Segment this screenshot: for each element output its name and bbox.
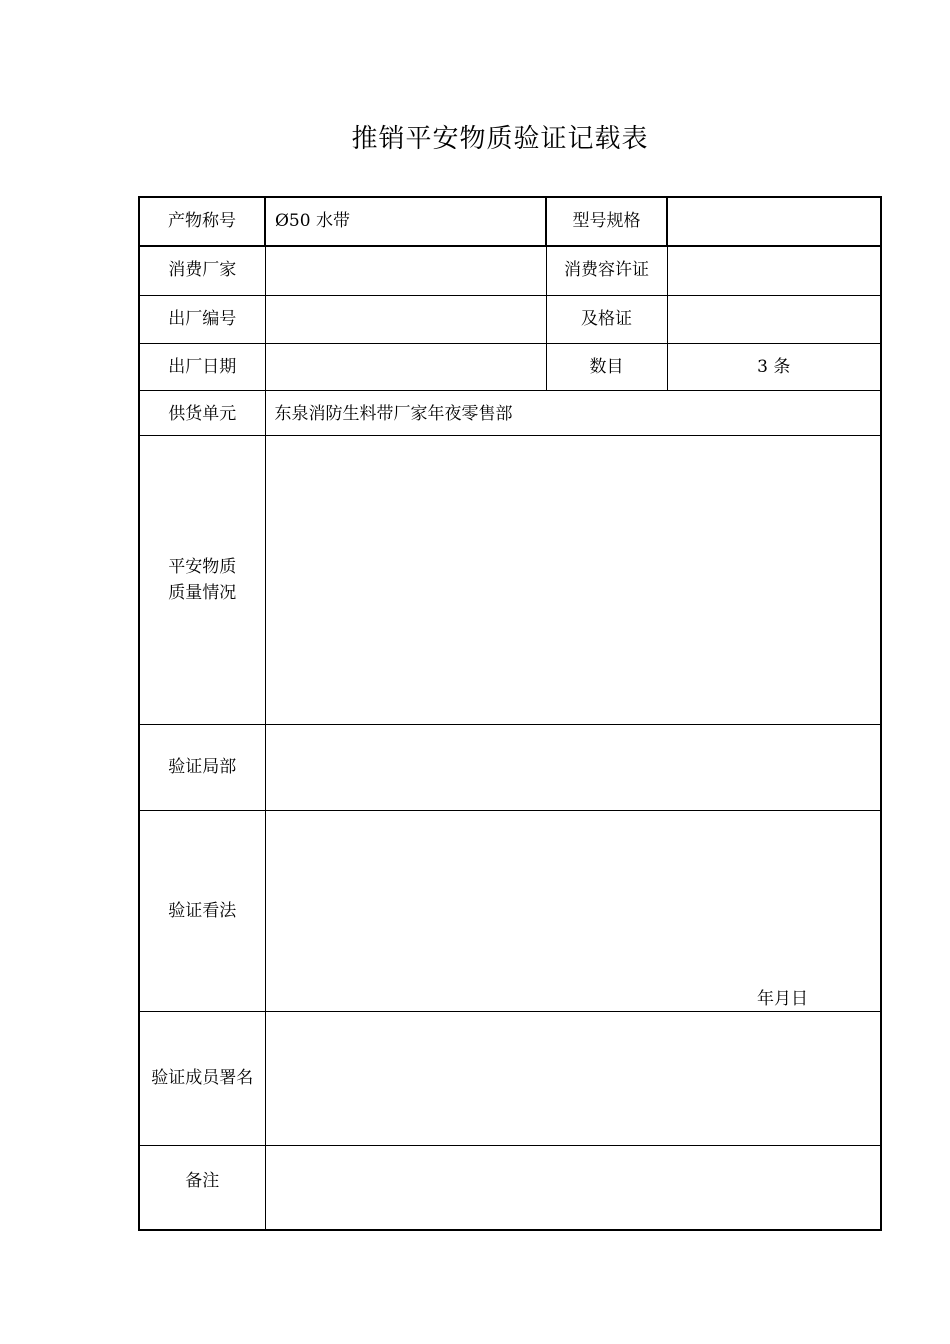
opinion-label: 验证看法 <box>139 810 265 1011</box>
table-row <box>139 724 881 810</box>
manufacturer-label: 消费厂家 <box>139 246 265 295</box>
serial-no-field[interactable] <box>265 295 546 343</box>
quality-label <box>139 435 265 724</box>
quality-field[interactable] <box>265 435 881 724</box>
production-license-label: 消费容许证 <box>546 246 667 295</box>
remarks-field[interactable] <box>265 1145 881 1230</box>
opinion-field[interactable] <box>265 810 881 1011</box>
quantity-label: 数目 <box>546 343 667 390</box>
table-row <box>139 1011 881 1145</box>
table-row <box>139 246 881 295</box>
production-license-field[interactable] <box>667 246 881 295</box>
production-date-field[interactable] <box>265 343 546 390</box>
table-row <box>139 1145 881 1230</box>
certificate-label: 及格证 <box>546 295 667 343</box>
table-row <box>139 343 881 390</box>
manufacturer-field[interactable] <box>265 246 546 295</box>
supplier-label: 供货单元 <box>139 390 265 435</box>
product-name-field[interactable]: Ø50 水带 <box>265 197 546 246</box>
model-spec-field[interactable] <box>667 197 881 246</box>
opinion-date: 年月日 <box>757 988 808 1009</box>
table-row <box>139 810 881 1011</box>
department-field[interactable] <box>265 724 881 810</box>
model-spec-label: 型号规格 <box>546 197 667 246</box>
supplier-field[interactable]: 东泉消防生料带厂家年夜零售部 <box>265 390 881 435</box>
page-title: 推销平安物质验证记载表 <box>351 124 649 154</box>
table-row <box>139 390 881 435</box>
remarks-label: 备注 <box>139 1145 265 1230</box>
table-row <box>139 197 881 246</box>
department-label: 验证局部 <box>139 724 265 810</box>
signature-label: 验证成员署名 <box>139 1011 265 1145</box>
table-row <box>139 435 881 724</box>
product-name-label: 产物称号 <box>139 197 265 246</box>
serial-no-label: 出厂编号 <box>139 295 265 343</box>
verification-record-table <box>138 196 882 1231</box>
quantity-field[interactable]: 3 条 <box>667 343 881 390</box>
signature-field[interactable] <box>265 1011 881 1145</box>
quality-label-line2: 质量情况 <box>168 582 237 603</box>
certificate-field[interactable] <box>667 295 881 343</box>
quality-label-line1: 平安物质 <box>168 556 237 577</box>
production-date-label: 出厂日期 <box>139 343 265 390</box>
table-row <box>139 295 881 343</box>
